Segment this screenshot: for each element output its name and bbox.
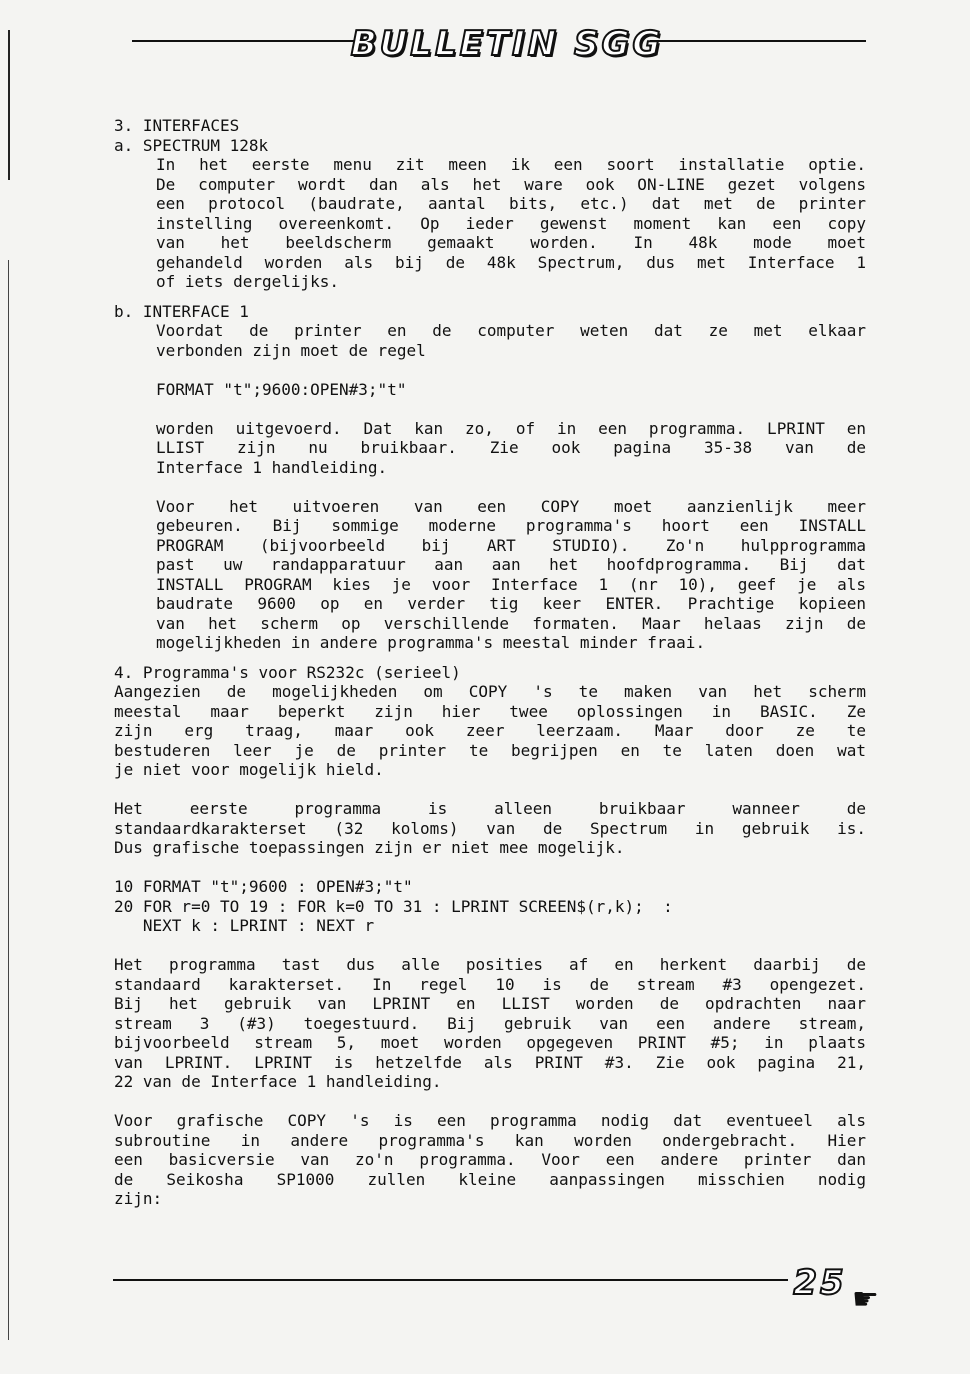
header-rule-right bbox=[650, 40, 866, 42]
text-line: standaard karakterset. In regel 10 is de stream #3 opengezet. bbox=[114, 974, 866, 994]
text-line: INSTALL PROGRAM kies je voor Interface 1 (nr 10), geef je als bbox=[156, 574, 866, 594]
text-line: Aangezien de mogelijkheden om COPY 's te maken van het scherm bbox=[114, 682, 866, 701]
code-line: 10 FORMAT "t";9600 : OPEN#3;"t" bbox=[114, 877, 413, 896]
subsection-title: a. SPECTRUM 128k bbox=[114, 135, 269, 155]
bulletin-logo-text: BULLETIN SGG bbox=[350, 24, 664, 64]
text-line: De computer wordt dan als het ware ook ON-LINE gezet volgens bbox=[156, 174, 866, 194]
paragraph-interface-1-cont bbox=[114, 419, 866, 478]
text-line: Voor het uitvoeren van een COPY moet aanzienlijk meer bbox=[156, 496, 866, 516]
text-line: Het eerste programma is alleen bruikbaar wanneer de bbox=[114, 799, 866, 818]
left-margin-rule bbox=[8, 30, 10, 180]
footer-rule bbox=[113, 1279, 788, 1281]
text-line: een basicversie van zo'n programma. Voor een andere printer dan bbox=[114, 1150, 866, 1169]
paragraph-graphic-copy bbox=[114, 1111, 866, 1209]
paragraph-first-program bbox=[114, 799, 866, 858]
text-line: past uw randapparatuur aan aan het hoofdprogramma. Bij dat bbox=[156, 555, 866, 574]
text-line: instelling overeenkomt. Op ieder gewenst moment kan een copy bbox=[156, 213, 866, 233]
article-body bbox=[114, 116, 866, 1209]
paragraph-rs232 bbox=[114, 682, 866, 780]
text-line: 22 van de Interface 1 handleiding. bbox=[114, 1072, 442, 1091]
text-line: standaardkarakterset (32 koloms) van de Spectrum in gebruik is. bbox=[114, 818, 866, 838]
header-rule-left bbox=[132, 40, 364, 42]
text-line: LLIST zijn nu bruikbaar. Zie ook pagina 35-38 van de bbox=[156, 438, 866, 457]
paragraph-program-explanation bbox=[114, 955, 866, 1092]
text-line: een protocol (baudrate, aantal bits, etc.) dat met de printer bbox=[156, 194, 866, 213]
text-line: stream 3 (#3) toegestuurd. Bij gebruik van een andere stream, bbox=[114, 1013, 866, 1033]
text-line: In het eerste menu zit meen ik een soort installatie optie. bbox=[156, 155, 866, 174]
left-margin-rule-lower bbox=[8, 260, 9, 1340]
text-line: Voor grafische COPY 's is een programma nodig dat eventueel als bbox=[114, 1111, 866, 1130]
text-line: van het beeldscherm gemaakt worden. In 48k mode moet bbox=[156, 233, 866, 252]
basic-code-listing bbox=[114, 877, 866, 936]
paragraph-interface-1 bbox=[114, 321, 866, 360]
page-number: 25 bbox=[793, 1263, 847, 1303]
text-line: gehandeld worden als bij de 48k Spectrum, dus met Interface 1 bbox=[156, 252, 866, 272]
text-line: gebeuren. Bij sommige moderne programma's hoort een INSTALL bbox=[156, 516, 866, 535]
bulletin-logo bbox=[350, 24, 664, 64]
text-line: meestal maar beperkt zijn hier twee oplossingen in BASIC. Ze bbox=[114, 701, 866, 721]
section-heading: 3. INTERFACES bbox=[114, 116, 240, 135]
text-line: Interface 1 handleiding. bbox=[156, 457, 388, 477]
code-line: NEXT k : LPRINT : NEXT r bbox=[114, 916, 375, 935]
section-heading: 4. Programma's voor RS232c (serieel) bbox=[114, 662, 461, 682]
text-line: zijn erg traag, maar ook zeer leerzaam. Maar door ze te bbox=[114, 721, 866, 740]
pointing-hand-icon: ☛ bbox=[852, 1282, 879, 1317]
text-line: mogelijkheden in andere programma's meestal minder fraai. bbox=[156, 633, 706, 652]
subsection-title: b. INTERFACE 1 bbox=[114, 301, 249, 321]
text-line: bestuderen leer je de printer te begrijpen en te laten doen wat bbox=[114, 740, 866, 760]
text-line: baudrate 9600 op en verder tig keer ENTER. Prachtige kopieen bbox=[156, 594, 866, 613]
text-line: Voordat de printer en de computer weten dat ze met elkaar bbox=[156, 321, 866, 340]
text-line: PROGRAM (bijvoorbeeld bij ART STUDIO). Zo'n hulpprogramma bbox=[156, 535, 866, 555]
code-line: 20 FOR r=0 TO 19 : FOR k=0 TO 31 : LPRINT SCREEN$(r,k); : bbox=[114, 896, 673, 916]
text-line: je niet voor mogelijk hield. bbox=[114, 760, 384, 779]
format-command: FORMAT "t";9600:OPEN#3;"t" bbox=[156, 379, 407, 399]
text-line: worden uitgevoerd. Dat kan zo, of in een programma. LPRINT en bbox=[156, 418, 866, 438]
text-line: Het programma tast dus alle posities af en herkent daarbij de bbox=[114, 955, 866, 974]
paragraph-spectrum-128k bbox=[114, 155, 866, 292]
text-line: de Seikosha SP1000 zullen kleine aanpassingen misschien nodig bbox=[114, 1169, 866, 1189]
text-line: of iets dergelijks. bbox=[156, 272, 340, 291]
text-line: van het scherm op verschillende formaten. Maar helaas zijn de bbox=[156, 613, 866, 633]
text-line: verbonden zijn moet de regel bbox=[156, 340, 426, 360]
text-line: van LPRINT. LPRINT is hetzelfde als PRINT #3. Zie ook pagina 21, bbox=[114, 1052, 866, 1072]
paragraph-copy bbox=[114, 497, 866, 653]
text-line: Bij het gebruik van LPRINT en LLIST worden de opdrachten naar bbox=[114, 994, 866, 1013]
text-line: zijn: bbox=[114, 1189, 163, 1208]
text-line: subroutine in andere programma's kan worden ondergebracht. Hier bbox=[114, 1130, 866, 1150]
text-line: bijvoorbeeld stream 5, moet worden opgegeven PRINT #5; in plaats bbox=[114, 1033, 866, 1052]
text-line: Dus grafische toepassingen zijn er niet mee mogelijk. bbox=[114, 838, 625, 857]
